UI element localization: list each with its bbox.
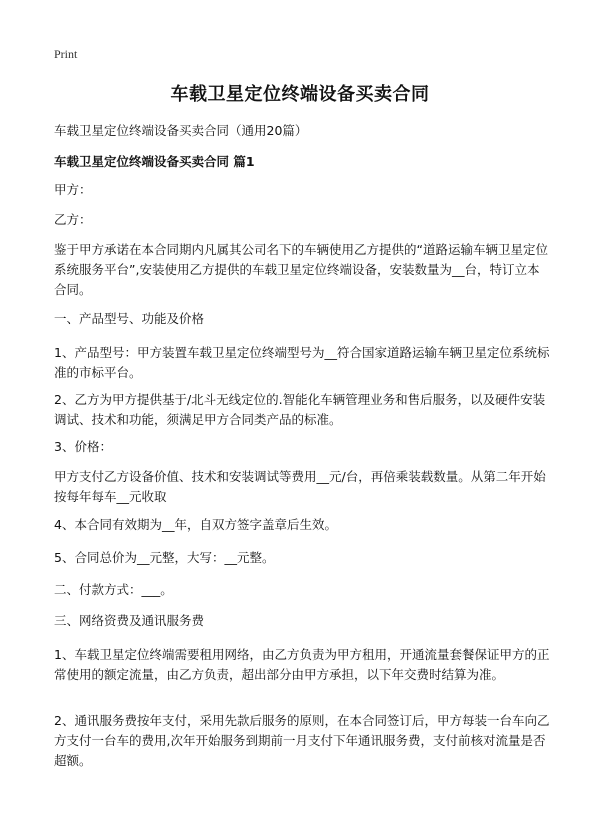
clause-product-model: 1、产品型号：甲方装置车载卫星定位终端型号为__符合国家道路运输车辆卫星定位系统标准的市标平台。 [54,345,550,380]
clause-price-heading: 3、价格： [54,439,112,454]
party-a-line: 甲方： [54,182,92,197]
print-link[interactable]: Print [54,47,78,61]
clause-service-fee: 2、通讯服务费按年支付，采用先款后服务的原则，在本合同签订后，甲方每装一台车向乙方支付一台车的费用,次年开始服务到期前一月支付下年通讯服务费，支付前核对流量是否超额。 [54,713,550,768]
clause-price-detail: 甲方支付乙方设备价值、技术和安装调试等费用__元/台，再倍乘装载数量。从第二年开始按每年每车__元收取 [54,469,546,504]
document-title: 车载卫星定位终端设备买卖合同 [170,84,430,105]
clause-heading-network-fees: 三、网络资费及通讯服务费 [54,613,205,628]
clause-heading-product: 一、产品型号、功能及价格 [54,311,205,326]
clause-network-rental: 1、车载卫星定位终端需要租用网络，由乙方负责为甲方租用，开通流量套餐保证甲方的正常使用的额定流量，由乙方负责，超出部分由甲方承担，以下年交费时结算为准。 [54,647,550,682]
clause-validity: 4、本合同有效期为__年，自双方签字盖章后生效。 [54,517,337,532]
party-b-line: 乙方： [54,212,92,227]
clause-total-price: 5、合同总价为__元整，大写：__元整。 [54,550,275,565]
clause-product-function: 2、乙方为甲方提供基于/北斗无线定位的.智能化车辆管理业务和售后服务，以及硬件安装调试、技术和功能，须满足甲方合同类产品的标准。 [54,392,546,427]
preamble-paragraph: 鉴于甲方承诺在本合同期内凡属其公司名下的车辆使用乙方提供的“道路运输车辆卫星定位系统服务平台”,安装使用乙方提供的车载卫星定位终端设备，安装数量为__台，特订立本合同。 [54,242,548,297]
document-subtitle: 车载卫星定位终端设备买卖合同（通用20篇） [54,123,308,138]
clause-payment-method: 二、付款方式：___。 [54,582,173,597]
section-heading: 车载卫星定位终端设备买卖合同 篇1 [54,154,255,169]
